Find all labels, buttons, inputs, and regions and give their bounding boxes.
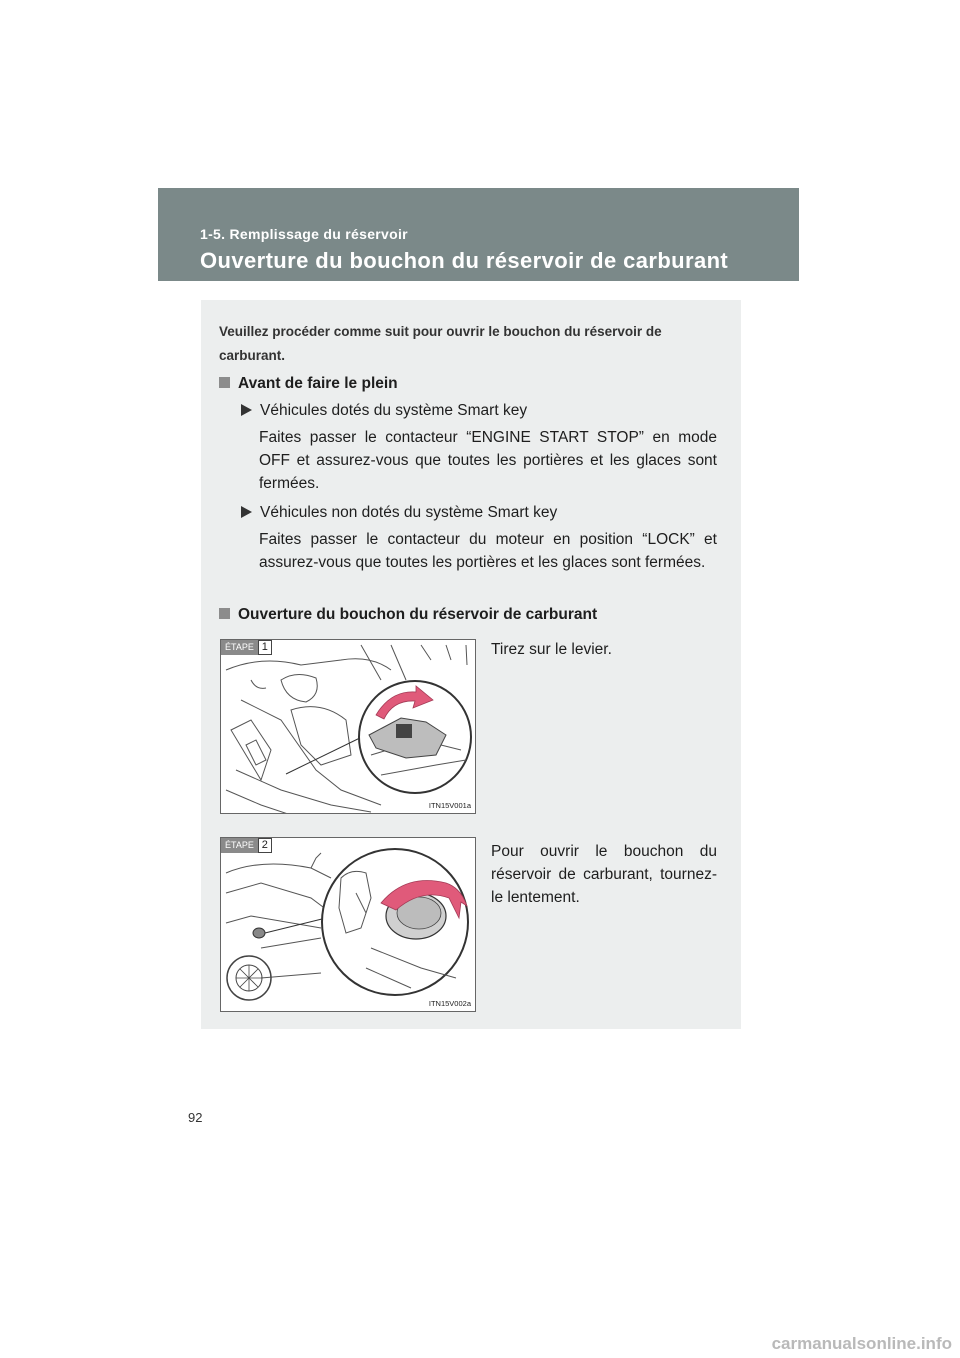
figure-step-1: [220, 639, 476, 814]
figure-code: ITN15V002a: [428, 999, 471, 1008]
heading-ouverture: Ouverture du bouchon du réservoir de carburant: [219, 606, 597, 624]
page-title: Ouverture du bouchon du réservoir de carburant: [200, 248, 729, 273]
square-bullet-icon: [219, 377, 230, 388]
triangle-bullet-icon: [241, 404, 252, 416]
step-1-text: Tirez sur le levier.: [491, 641, 612, 658]
para-no-smart-key: Faites passer le contacteur du moteur en position “LOCK” et assurez-vous que toutes les portières et les glaces sont fermées.: [259, 531, 717, 571]
fuel-cap-illustration: [221, 838, 476, 1012]
para-smart-key: Faites passer le contacteur “ENGINE START STOP” en mode OFF et assurez-vous que toutes les portières et les glaces sont fermées.: [259, 429, 717, 492]
step-badge: ÉTAPE 2: [221, 838, 272, 853]
square-bullet-icon: [219, 608, 230, 619]
figure-step-2: [220, 837, 476, 1012]
intro-text: Veuillez procéder comme suit pour ouvrir le bouchon du réservoir de carburant.: [219, 324, 662, 363]
section-label: 1-5. Remplissage du réservoir: [200, 226, 408, 242]
bullet-smart-key: Véhicules dotés du système Smart key: [241, 402, 527, 420]
watermark: carmanualsonline.info: [771, 1334, 952, 1353]
bullet-no-smart-key: Véhicules non dotés du système Smart key: [241, 504, 557, 522]
content-box: [201, 300, 741, 1029]
section-header: [158, 188, 799, 281]
heading-avant-plein: Avant de faire le plein: [219, 375, 398, 393]
fuel-door-lever-illustration: [221, 640, 476, 814]
page-number: 92: [188, 1110, 203, 1125]
triangle-bullet-icon: [241, 506, 252, 518]
figure-code: ITN15V001a: [428, 801, 471, 810]
step-badge: ÉTAPE 1: [221, 640, 272, 655]
step-2-text: Pour ouvrir le bouchon du réservoir de carburant, tournez-le lentement.: [491, 843, 717, 906]
